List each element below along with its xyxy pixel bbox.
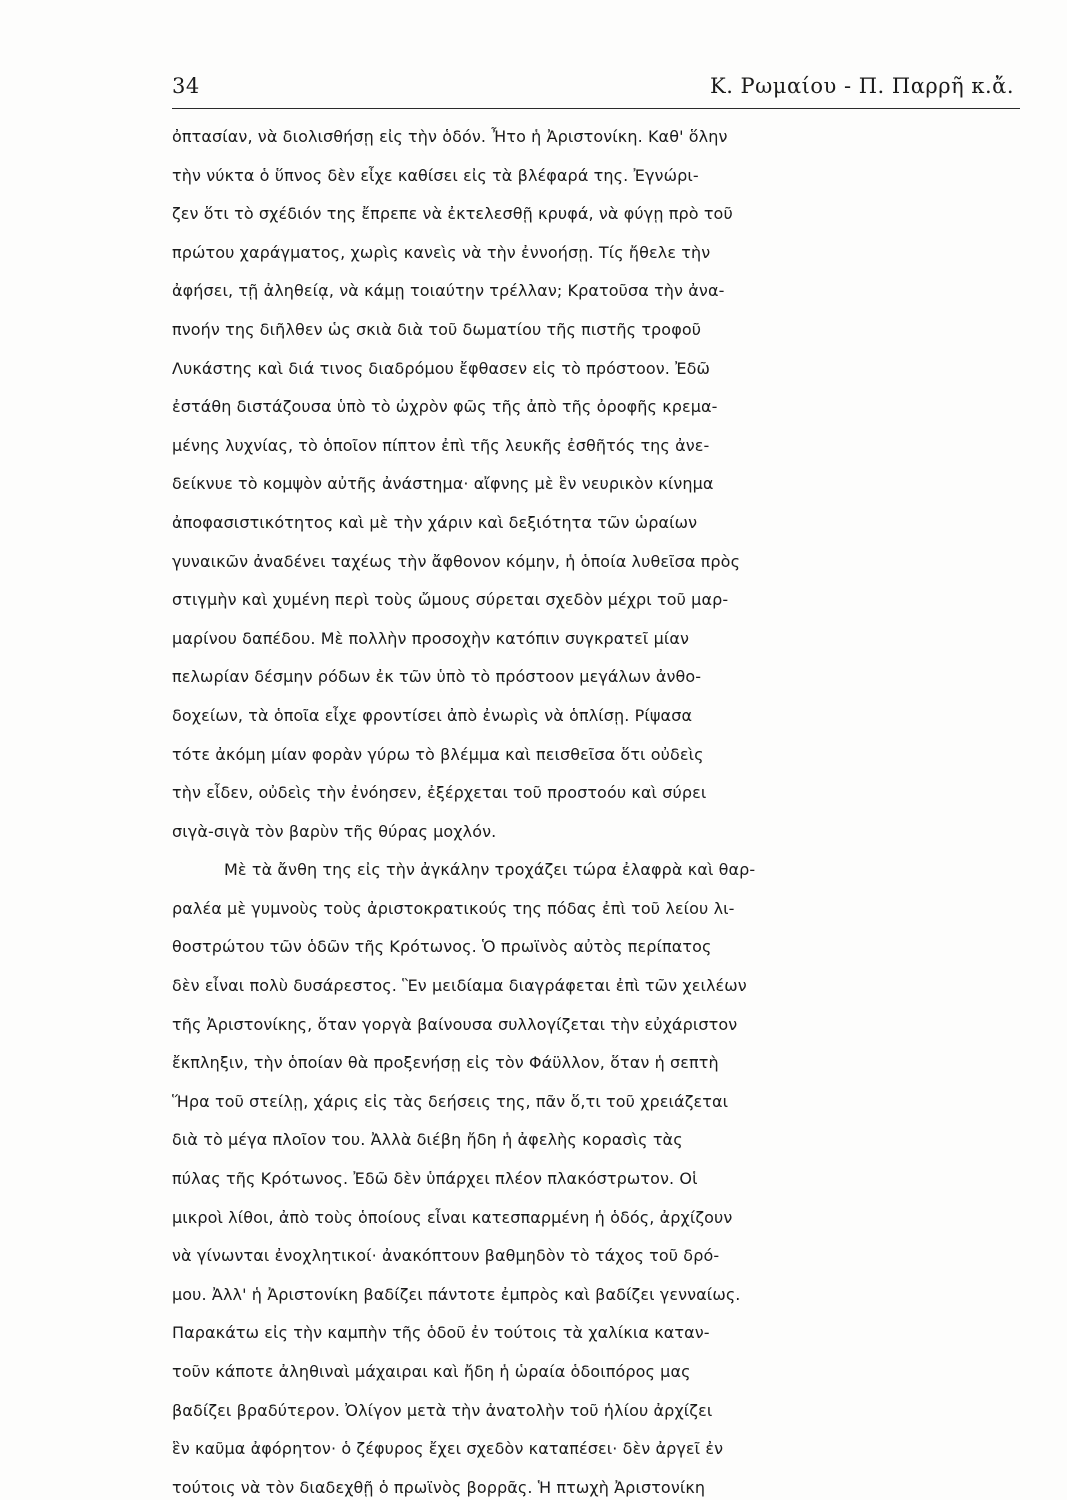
- text-line: γυναικῶν ἀναδένει ταχέως τὴν ἄφθονον κόμην, ἡ ὁποία λυθεῖσα πρὸς: [172, 551, 741, 571]
- text-line: πελωρίαν δέσμην ρόδων ἐκ τῶν ὑπὸ τὸ πρόστοον μεγάλων ἀνθο-: [172, 667, 702, 687]
- text-line: Παρακάτω εἰς τὴν καμπὴν τῆς ὁδοῦ ἐν τούτοις τὰ χαλίκια καταν-: [172, 1323, 710, 1343]
- text-line: ἀφήσει, τῇ ἀληθείᾳ, νὰ κάμῃ τοιαύτην τρέλλαν; Κρατοῦσα τὴν ἀνα-: [172, 281, 725, 301]
- text-line: Ἥρα τοῦ στείλῃ, χάρις εἰς τὰς δεήσεις της, πᾶν ὅ,τι τοῦ χρειάζεται: [172, 1091, 729, 1111]
- text-line: μικροὶ λίθοι, ἀπὸ τοὺς ὁποίους εἶναι κατεσπαρμένη ἡ ὁδός, ἀρχίζουν: [172, 1207, 733, 1227]
- text-line: νὰ γίνωνται ἐνοχλητικοί· ἀνακόπτουν βαθμηδὸν τὸ τάχος τοῦ δρό-: [172, 1246, 720, 1266]
- text-line: τῆς Ἀριστονίκης, ὅταν γοργὰ βαίνουσα συλλογίζεται τὴν εὐχάριστον: [172, 1014, 738, 1034]
- text-line: τὴν εἶδεν, οὐδεὶς τὴν ἐνόησεν, ἐξέρχεται τοῦ προστοόυ καὶ σύρει: [172, 783, 707, 803]
- text-line: τούτοις νὰ τὸν διαδεχθῇ ὁ πρωϊνὸς βορρᾶς. Ἡ πτωχὴ Ἀριστονίκη: [172, 1477, 706, 1497]
- text-line: δὲν εἶναι πολὺ δυσάρεστος. Ἓν μειδίαμα διαγράφεται ἐπὶ τῶν χειλέων: [172, 976, 747, 996]
- text-line: πρώτου χαράγματος, χωρὶς κανεὶς νὰ τὴν ἐννοήσῃ. Τίς ἤθελε τὴν: [172, 242, 711, 262]
- header-rule: [172, 108, 1020, 109]
- text-line: ἀποφασιστικότητος καὶ μὲ τὴν χάριν καὶ δεξιότητα τῶν ὡραίων: [172, 512, 698, 532]
- paragraph-start-line: Μὲ τὰ ἄνθη της εἰς τὴν ἀγκάλην τροχάζει τώρα ἐλαφρὰ καὶ θαρ-: [224, 860, 756, 880]
- text-line: σιγὰ-σιγὰ τὸν βαρὺν τῆς θύρας μοχλόν.: [172, 821, 497, 841]
- text-line: ἔκπληξιν, τὴν ὁποίαν θὰ προξενήσῃ εἰς τὸν Φάϋλλον, ὅταν ἡ σεπτὴ: [172, 1053, 719, 1073]
- page-number: 34: [172, 74, 200, 98]
- text-line: ἐστάθη διστάζουσα ὑπὸ τὸ ὠχρὸν φῶς τῆς ἀπὸ τῆς ὀροφῆς κρεμα-: [172, 397, 718, 417]
- text-line: πνοήν της διῆλθεν ὡς σκιὰ διὰ τοῦ δωματίου τῆς πιστῆς τροφοῦ: [172, 319, 702, 339]
- text-line: Λυκάστης καὶ διά τινος διαδρόμου ἔφθασεν εἰς τὸ πρόστοον. Ἐδῶ: [172, 358, 711, 378]
- text-line: τότε ἀκόμη μίαν φορὰν γύρω τὸ βλέμμα καὶ πεισθεῖσα ὅτι οὐδεὶς: [172, 744, 704, 764]
- text-line: μαρίνου δαπέδου. Μὲ πολλὴν προσοχὴν κατόπιν συγκρατεῖ μίαν: [172, 628, 690, 648]
- text-line: δείκνυε τὸ κομψὸν αὐτῆς ἀνάστημα· αἴφνης μὲ ἓν νευρικὸν κίνημα: [172, 474, 714, 494]
- running-head: [172, 74, 1020, 104]
- text-line: θοστρώτου τῶν ὁδῶν τῆς Κρότωνος. Ὁ πρωϊνὸς αὐτὸς περίπατος: [172, 937, 712, 957]
- text-line: μου. Ἀλλ' ἡ Ἀριστονίκη βαδίζει πάντοτε ἐμπρὸς καὶ βαδίζει γενναίως.: [172, 1284, 741, 1304]
- text-line: στιγμὴν καὶ χυμένη περὶ τοὺς ὤμους σύρεται σχεδὸν μέχρι τοῦ μαρ-: [172, 590, 729, 610]
- text-line: ὀπτασίαν, νὰ διολισθήσῃ εἰς τὴν ὁδόν. Ἦτο ἡ Ἀριστονίκη. Καθ' ὅλην: [172, 127, 728, 146]
- text-line: πύλας τῆς Κρότωνος. Ἐδῶ δὲν ὑπάρχει πλέον πλακόστρωτον. Οἱ: [172, 1169, 698, 1189]
- text-line: ζεν ὅτι τὸ σχέδιόν της ἔπρεπε νὰ ἐκτελεσθῇ κρυφά, νὰ φύγῃ πρὸ τοῦ: [172, 204, 733, 224]
- text-line: ἓν καῦμα ἀφόρητον· ὁ ζέφυρος ἔχει σχεδὸν καταπέσει· δὲν ἀργεῖ ἐν: [172, 1439, 724, 1459]
- text-line: τὴν νύκτα ὁ ὕπνος δὲν εἶχε καθίσει εἰς τὰ βλέφαρά της. Ἐγνώρι-: [172, 165, 699, 185]
- text-line: μένης λυχνίας, τὸ ὁποῖον πίπτον ἐπὶ τῆς λευκῆς ἐσθῆτός της ἀνε-: [172, 435, 710, 455]
- text-line: διὰ τὸ μέγα πλοῖον του. Ἀλλὰ διέβη ἤδη ἡ ἀφελὴς κορασὶς τὰς: [172, 1130, 683, 1150]
- text-line: τοῦν κάποτε ἀληθιναὶ μάχαιραι καὶ ἤδη ἡ ὡραία ὁδοιπόρος μας: [172, 1362, 691, 1381]
- body-text: [172, 118, 1032, 1507]
- running-head-authors: Κ. Ρωμαίου - Π. Παρρῆ κ.ἄ.: [710, 74, 1014, 98]
- text-line: βαδίζει βραδύτερον. Ὀλίγον μετὰ τὴν ἀνατολὴν τοῦ ἡλίου ἀρχίζει: [172, 1400, 713, 1420]
- text-line: ραλέα μὲ γυμνοὺς τοὺς ἀριστοκρατικούς της πόδας ἐπὶ τοῦ λείου λι-: [172, 898, 735, 918]
- text-line: δοχείων, τὰ ὁποῖα εἶχε φροντίσει ἀπὸ ἐνωρὶς νὰ ὁπλίσῃ. Ρίψασα: [172, 705, 693, 725]
